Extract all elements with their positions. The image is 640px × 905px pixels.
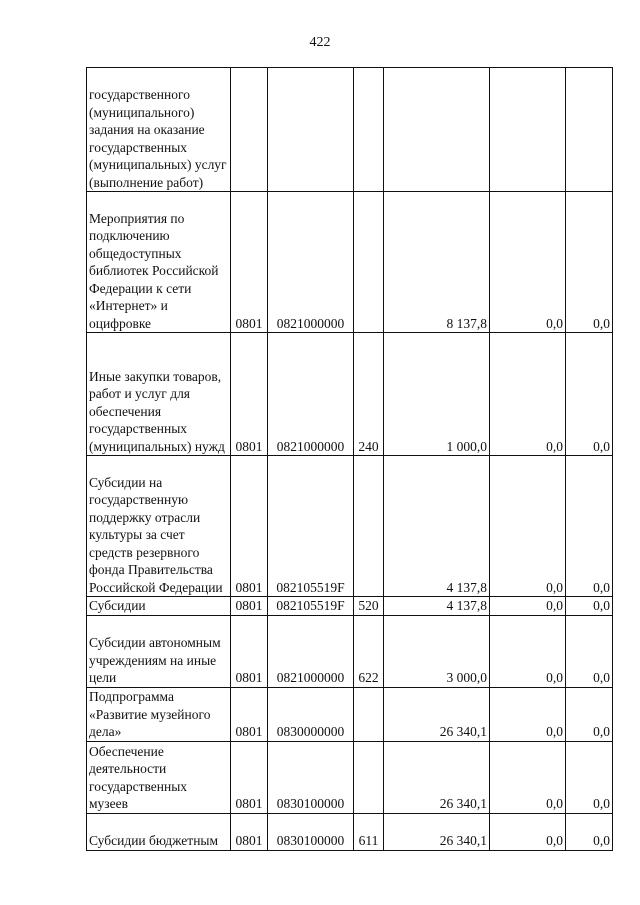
expense-kind: 611: [354, 813, 384, 850]
sum-year-2: 0,0: [490, 456, 566, 597]
target-code: 0821000000: [268, 192, 354, 333]
section-code: 0801: [231, 456, 268, 597]
section-code: 0801: [231, 597, 268, 616]
sum-year-3: 0,0: [566, 192, 613, 333]
row-name: государственного (муниципального) задания на оказание государственных (муниципальных) услуг (выполнение работ): [87, 68, 231, 192]
expense-kind: [354, 741, 384, 813]
page-number: 422: [309, 35, 331, 50]
row-name: Обеспечение деятельности государственных музеев: [87, 741, 231, 813]
sum-year-1: 3 000,0: [384, 615, 490, 687]
expense-kind: 622: [354, 615, 384, 687]
expense-kind: [354, 456, 384, 597]
table-row: [87, 813, 613, 850]
sum-year-1: 26 340,1: [384, 687, 490, 741]
sum-year-3: 0,0: [566, 813, 613, 850]
table-row: [87, 192, 613, 333]
table-row: [87, 456, 613, 597]
row-name: Мероприятия по подключению общедоступных библиотек Российской Федерации к сети «Интернет» и оцифровке: [87, 192, 231, 333]
sum-year-2: 0,0: [490, 615, 566, 687]
row-name: Субсидии на государственную поддержку отрасли культуры за счет средств резервного фонда Правительства Российской Федерации: [87, 456, 231, 597]
sum-year-2: 0,0: [490, 813, 566, 850]
section-code: 0801: [231, 813, 268, 850]
section-code: 0801: [231, 333, 268, 456]
target-code: [268, 68, 354, 192]
sum-year-3: 0,0: [566, 333, 613, 456]
row-name: Подпрограмма «Развитие музейного дела»: [87, 687, 231, 741]
table-row: [87, 687, 613, 741]
expense-kind: 520: [354, 597, 384, 616]
target-code: 0821000000: [268, 333, 354, 456]
target-code: 0821000000: [268, 615, 354, 687]
row-name: Субсидии бюджетным: [87, 813, 231, 850]
target-code: 0830100000: [268, 813, 354, 850]
sum-year-2: 0,0: [490, 192, 566, 333]
sum-year-3: 0,0: [566, 615, 613, 687]
sum-year-2: 0,0: [490, 741, 566, 813]
target-code: 082105519F: [268, 597, 354, 616]
sum-year-1: 8 137,8: [384, 192, 490, 333]
sum-year-1: 26 340,1: [384, 741, 490, 813]
sum-year-1: 4 137,8: [384, 597, 490, 616]
sum-year-2: [490, 68, 566, 192]
section-code: 0801: [231, 741, 268, 813]
expense-kind: 240: [354, 333, 384, 456]
section-code: 0801: [231, 192, 268, 333]
expense-kind: [354, 68, 384, 192]
expense-kind: [354, 687, 384, 741]
budget-table: [86, 67, 613, 851]
expense-kind: [354, 192, 384, 333]
sum-year-2: 0,0: [490, 333, 566, 456]
sum-year-3: 0,0: [566, 597, 613, 616]
section-code: 0801: [231, 687, 268, 741]
sum-year-2: 0,0: [490, 687, 566, 741]
table-row: [87, 597, 613, 616]
sum-year-1: 4 137,8: [384, 456, 490, 597]
row-name: Иные закупки товаров, работ и услуг для обеспечения государственных (муниципальных) нужд: [87, 333, 231, 456]
sum-year-1: [384, 68, 490, 192]
table-row: [87, 68, 613, 192]
sum-year-3: [566, 68, 613, 192]
section-code: 0801: [231, 615, 268, 687]
table-row: [87, 333, 613, 456]
table-row: [87, 615, 613, 687]
section-code: [231, 68, 268, 192]
sum-year-1: 26 340,1: [384, 813, 490, 850]
sum-year-3: 0,0: [566, 687, 613, 741]
target-code: 082105519F: [268, 456, 354, 597]
row-name: Субсидии: [87, 597, 231, 616]
sum-year-3: 0,0: [566, 456, 613, 597]
target-code: 0830100000: [268, 741, 354, 813]
sum-year-1: 1 000,0: [384, 333, 490, 456]
row-name: Субсидии автономным учреждениям на иные цели: [87, 615, 231, 687]
table-row: [87, 741, 613, 813]
target-code: 0830000000: [268, 687, 354, 741]
sum-year-2: 0,0: [490, 597, 566, 616]
sum-year-3: 0,0: [566, 741, 613, 813]
